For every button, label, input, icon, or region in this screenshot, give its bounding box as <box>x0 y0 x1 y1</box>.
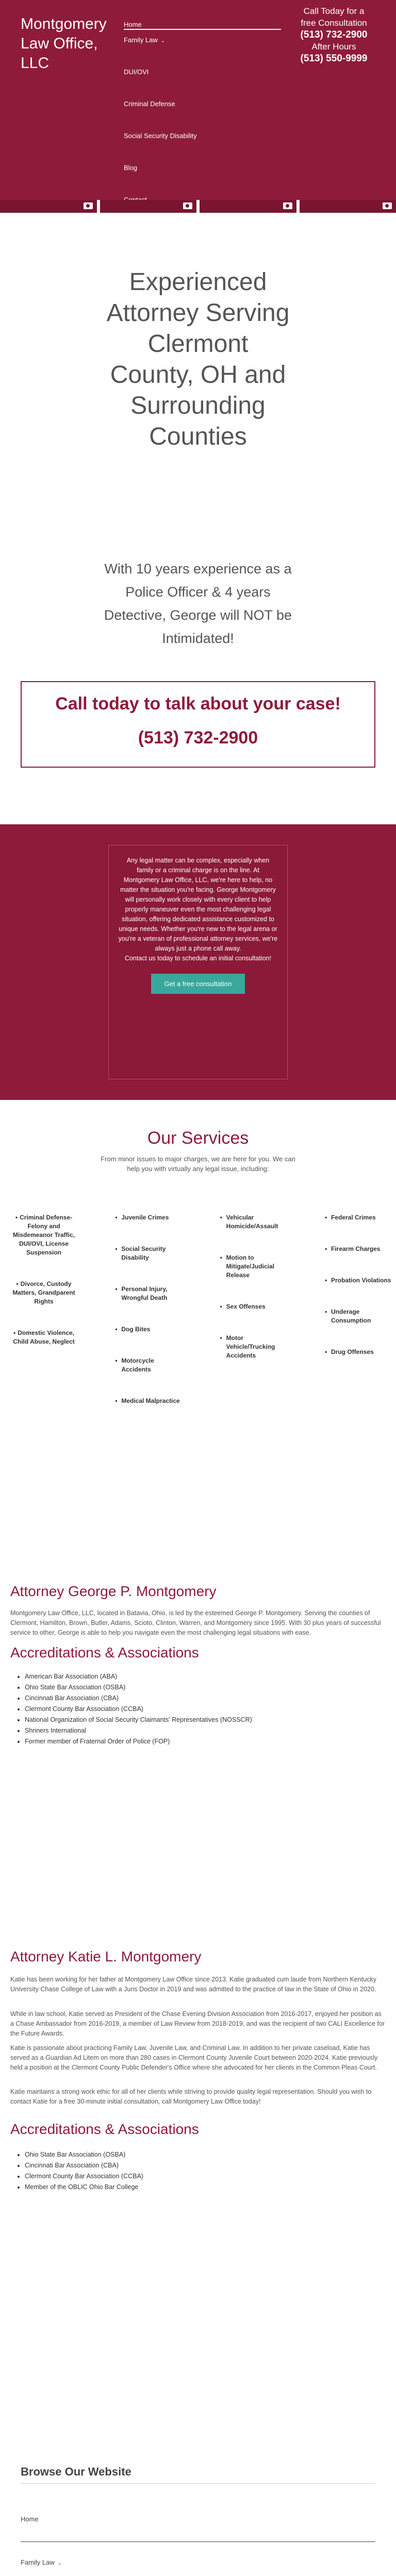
george-accreditations-list <box>25 1671 386 1747</box>
services-title: Our Services <box>147 1128 249 1148</box>
office-phone-link[interactable]: (513) 732-2900 <box>300 29 368 40</box>
nav-item-blog[interactable]: Blog <box>124 164 138 172</box>
accreditation-item: • Ohio State Bar Association (OSBA) <box>25 2149 386 2160</box>
service-item: • Probation Violations <box>325 1276 392 1285</box>
service-item: • Dog Bites <box>115 1325 182 1334</box>
chevron-down-icon: ⌄ <box>57 2561 62 2566</box>
assist-text: Any legal matter can be complex, especially when family or a criminal charge is on the line. At Montgomery Law Office, LLC, we're here to help, no matter the situation you're facing. George Montgomery will personally work closely with every client to help properly maneuver even the most challenging legal situation, offering dedicated assistance customized to unique needs. Whether you're new to the legal arena or you're a veteran of professional attorney services, we're always just a phone call away. <box>118 857 278 952</box>
free-consultation-button[interactable]: Get a free consultation <box>151 974 245 994</box>
service-item: • Divorce, Custody Matters, Grandparent Rights <box>10 1280 77 1306</box>
accreditation-item: • Member of the OBLIC Ohio Bar College <box>25 2182 386 2193</box>
assist-box <box>108 845 288 1079</box>
camera-icon <box>283 202 292 209</box>
katie-paragraph-1: Katie has been working for her father at Montgomery Law Office since 2013. Katie graduated cum laude from Northern Kentucky University Chase College of Law with a Juris Doctor in 2019 and was admitted to the practice of law in the State of Ohio in 2020. <box>10 1976 376 1993</box>
call-banner-phone[interactable]: (513) 732-2900 <box>138 728 258 748</box>
service-item: • Federal Crimes <box>325 1213 392 1222</box>
nav-item-social-security[interactable]: Social Security Disability <box>124 132 197 140</box>
service-item: • Vehicular Homicide/Assault <box>220 1213 287 1231</box>
katie-paragraph-4: Katie maintains a strong work ethic for all of her clients while striving to provide quality legal representation. Should you wish to contact Katie for a free 30-minute initial consultation, call Montgomery Law Office today! <box>10 2088 372 2105</box>
footer-nav-label: Family Law <box>21 2558 55 2566</box>
katie-title: Attorney Katie L. Montgomery <box>10 1948 202 1964</box>
strip-segment <box>100 200 200 213</box>
divider <box>21 2483 375 2484</box>
accreditation-item: • Clermont County Bar Association (CCBA) <box>25 2171 386 2182</box>
chevron-down-icon: ⌄ <box>160 38 166 44</box>
service-item: • Sex Offenses <box>220 1302 287 1311</box>
footer-nav-home[interactable]: Home <box>21 2499 375 2542</box>
strip-segment <box>300 200 396 213</box>
header-call-box <box>289 5 379 64</box>
service-item: • Underage Consumption <box>325 1308 392 1325</box>
service-item: • Motorcycle Accidents <box>115 1357 182 1374</box>
footer-nav <box>21 2499 375 2576</box>
call-line-1: Call Today for a <box>303 6 365 16</box>
assist-cta-text: Contact us today to schedule an initial consultation! <box>124 955 272 962</box>
services-description: From minor issues to major charges, we are here for you. We can help you with virtually any legal issue, including: <box>101 1155 295 1173</box>
service-item: • Domestic Violence, Child Abuse, Neglect <box>10 1329 77 1346</box>
service-item: • Firearm Charges <box>325 1245 392 1253</box>
accreditation-item: • Clermont County Bar Association (CCBA) <box>25 1704 386 1715</box>
camera-icon <box>84 202 93 209</box>
nav-item-criminal-defense[interactable]: Criminal Defense <box>124 100 175 108</box>
service-item: • Criminal Defense- Felony and Misdemeanor Traffic, DUI/OVI, License Suspension <box>10 1213 77 1257</box>
service-item: • Personal Injury, Wrongful Death <box>115 1285 182 1302</box>
header-image-strip <box>0 200 396 213</box>
george-accreditations-title: Accreditations & Associations <box>10 1645 199 1660</box>
browse-title: Browse Our Website <box>21 2465 131 2478</box>
george-bio: Montgomery Law Office, LLC, located in Batavia, Ohio, is led by the esteemed George P. Montgomery. Serving the counties of Clermont, Hamilton, Brown, Butler, Adams, Scioto, Clinton, Warren, and Montgomery since 1995. With 30 plus years of successful service to other, George is able to help you navigate even the most challenging legal situations with ease. <box>10 1609 381 1636</box>
service-item: • Juvenile Crimes <box>115 1213 182 1222</box>
service-item: • Medical Malpractice <box>115 1397 182 1405</box>
brand-logo-text[interactable]: Montgomery Law Office, LLC <box>21 15 107 72</box>
accreditation-item: • Former member of Fraternal Order of Police (FOP) <box>25 1736 386 1747</box>
assist-section <box>0 824 396 1100</box>
service-item: • Motor Vehicle/Trucking Accidents <box>220 1334 287 1360</box>
service-item: • Motion to Mitigate/Judicial Release <box>220 1253 287 1280</box>
main-nav <box>124 21 281 222</box>
nav-item-dui-ovi[interactable]: DUI/OVI <box>124 68 149 76</box>
camera-icon <box>383 202 392 209</box>
hero-subtitle: With 10 years experience as a Police Officer & 4 years Detective, George will NOT be Intimidated! <box>104 561 292 646</box>
after-hours-label: After Hours <box>311 42 356 52</box>
strip-segment <box>200 200 300 213</box>
call-banner-heading: Call today to talk about your case! <box>55 694 341 714</box>
accreditation-item: • Shriners International <box>25 1725 386 1736</box>
katie-accreditations-title: Accreditations & Associations <box>10 2121 199 2137</box>
call-banner[interactable] <box>21 681 375 768</box>
service-item: • Drug Offenses <box>325 1348 392 1357</box>
hero-title: Experienced Attorney Serving Clermont County, OH and Surrounding Counties <box>106 268 290 450</box>
nav-item-label: Family Law <box>124 36 158 44</box>
accreditation-item: • American Bar Association (ABA) <box>25 1671 386 1682</box>
services-column <box>115 1213 182 1428</box>
footer-nav-family-law[interactable] <box>21 2542 375 2576</box>
accreditation-item: • Cincinnati Bar Association (CBA) <box>25 1693 386 1704</box>
nav-item-home[interactable]: Home <box>124 9 281 30</box>
george-title: Attorney George P. Montgomery <box>10 1583 217 1599</box>
call-line-2: free Consultation <box>301 18 367 28</box>
accreditation-item: • Ohio State Bar Association (OSBA) <box>25 1682 386 1693</box>
accreditation-item: • National Organization of Social Security Claimants' Representatives (NOSSCR) <box>25 1715 386 1725</box>
nav-item-family-law[interactable] <box>124 30 281 62</box>
services-column <box>10 1213 77 1428</box>
katie-accreditations-list <box>25 2149 386 2193</box>
katie-paragraph-2: While in law school, Katie served as President of the Chase Evening Division Association from 2016-2017, enjoyed her position as a Chase Ambassador from 2016-2019, a member of Law Review from 2018-2019, and was the recipient of two CALI Excellence for the Future Awards. <box>10 2010 385 2037</box>
katie-paragraph-3: Katie is passionate about practicing Family Law, Juvenile Law, and Criminal Law. In addition to her private caseload, Katie has served as a Guardian Ad Litem on more than 280 cases in Clermont County Juvenile Court between 2020-2024. Katie previously held a position at the Clermont County Public Defender's Office where she advocated for her clients in the Common Pleas Court. <box>10 2044 378 2071</box>
accreditation-item: • Cincinnati Bar Association (CBA) <box>25 2160 386 2171</box>
service-item: • Social Security Disability <box>115 1245 182 1262</box>
camera-icon <box>183 202 192 209</box>
after-hours-phone-link[interactable]: (513) 550-9999 <box>300 53 368 64</box>
strip-segment <box>0 200 100 213</box>
site-header <box>0 0 396 206</box>
services-column <box>325 1213 392 1428</box>
services-grid <box>10 1213 392 1428</box>
services-column <box>220 1213 287 1428</box>
